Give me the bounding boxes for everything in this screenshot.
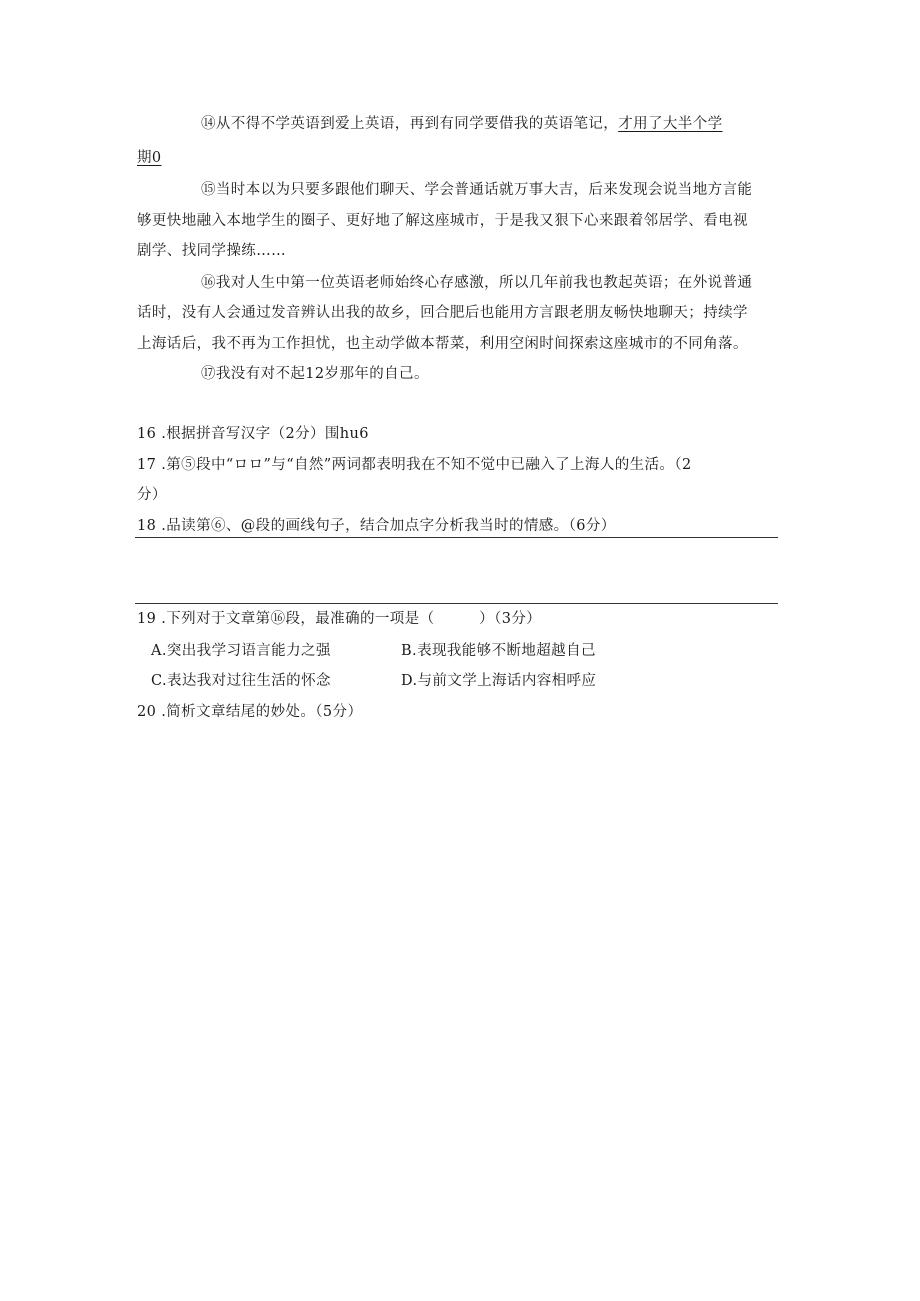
question-16: 16 .根据拼音写汉字（2分）围hu6: [137, 426, 369, 442]
answer-line-18: [135, 537, 778, 538]
question-19: 19 .下列对于文章第⑯段，最准确的一项是（ ）（3分）: [137, 611, 542, 627]
paragraph-16-line-1: ⑯我对人生中第一位英语老师始终心存感激，所以几年前我也教起英语；在外说普通: [201, 275, 753, 291]
question-19-option-d: D.与前文学上海话内容相呼应: [401, 673, 597, 689]
paragraph-14-line-2: 期0: [137, 150, 162, 166]
question-19-option-b: B.表现我能够不断地超越自己: [401, 643, 596, 659]
paragraph-14-underlined-text: 才用了大半个学: [618, 116, 723, 132]
paragraph-14-line-1: [201, 114, 723, 134]
question-17-line-2: 分）: [137, 487, 167, 503]
paragraph-17-line-1: ⑰我没有对不起12岁那年的自己。: [201, 366, 429, 382]
question-19-option-a: A.突出我学习语言能力之强: [151, 643, 331, 659]
question-17-line-1: 17 .第⑤段中“ロロ”与“自然”两词都表明我在不知不觉中已融入了上海人的生活。（2: [137, 457, 692, 473]
paragraph-16-line-2: 话时，没有人会通过发音辨认出我的故乡，回合肥后也能用方言跟老朋友畅快地聊天；持续学: [137, 305, 748, 321]
paragraph-14-text: ⑭从不得不学英语到爱上英语，再到有同学要借我的英语笔记，: [201, 116, 619, 132]
paragraph-16-line-3: 上海话后，我不再为工作担忧，也主动学做本帮菜，利用空闲时间探索这座城市的不同角落。: [137, 336, 748, 352]
question-20: 20 .简析文章结尾的妙处。（5分）: [137, 704, 363, 720]
question-18: 18 .品读第⑥、@段的画线句子，结合加点字分析我当时的情感。（6分）: [137, 518, 616, 534]
paragraph-15-line-1: ⑮当时本以为只要多跟他们聊天、学会普通话就万事大吉，后来发现会说当地方言能: [201, 182, 753, 198]
paragraph-15-line-2: 够更快地融入本地学生的圈子、更好地了解这座城市，于是我又狠下心来跟着邻居学、看电视: [137, 213, 748, 229]
question-19-option-c: C.表达我对过往生活的怀念: [151, 673, 331, 689]
answer-line-separator: [135, 603, 778, 604]
paragraph-15-line-3: 剧学、找同学操练……: [137, 243, 286, 259]
